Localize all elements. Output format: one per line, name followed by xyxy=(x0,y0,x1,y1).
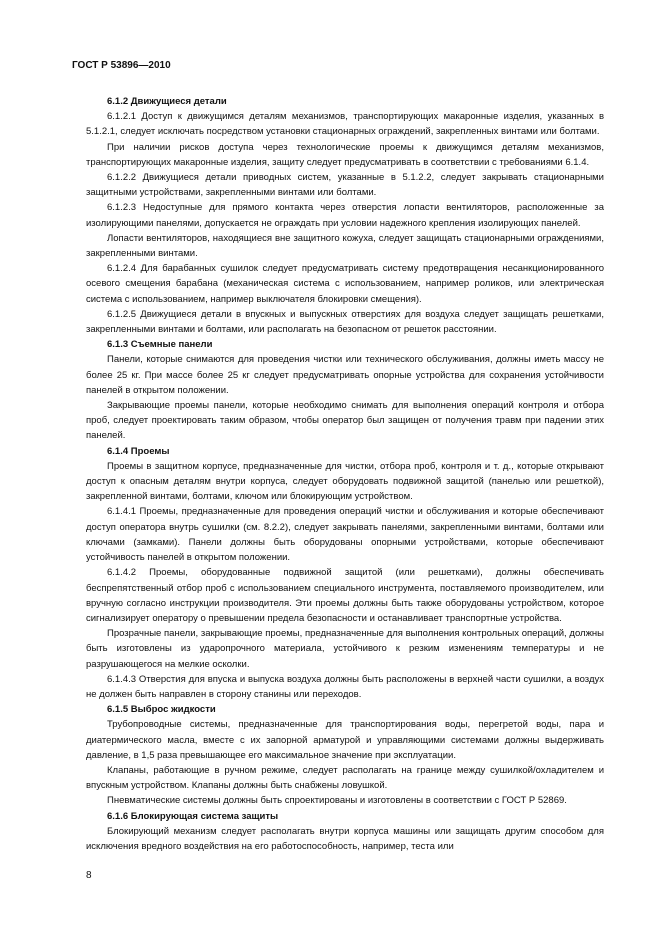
body-paragraph: 6.1.2.4 Для барабанных сушилок следует предусматривать систему предотвращения несанкционированного осевого смещения барабана (механическая система с использованием, например роликов, или электрическая система с использованием, например выключателя блокировки смещения). xyxy=(86,263,604,305)
body-paragraph: Проемы в защитном корпусе, предназначенные для чистки, отбора проб, контроля и т. д., которые открывают доступ к опасным деталям внутри корпуса, следует оборудовать подвижной защитой (панелью или решеткой), закрепленной винтами, болтами, ключом или блокирующим устройством. xyxy=(86,460,604,503)
section-heading: 6.1.6 Блокирующая система защиты xyxy=(107,810,279,822)
body-paragraph: Пневматические системы должны быть спроектированы и изготовлены в соответствии с ГОСТ Р 52869. xyxy=(107,795,567,807)
body-paragraph: Лопасти вентиляторов, находящиеся вне защитного кожуха, следует защищать стационарными ограждениями, закрепленными винтами. xyxy=(86,232,604,260)
body-paragraph: Закрывающие проемы панели, которые необходимо снимать для выполнения операций контроля и отбора проб, следует проектировать таким образом, чтобы оператор был защищен от получения травм при падении этих панелей. xyxy=(86,400,604,442)
body-paragraph: 6.1.2.2 Движущиеся детали приводных систем, указанные в 5.1.2.2, следует закрывать стационарными защитными устройствами, закрепленными винтами или болтами. xyxy=(86,172,604,199)
page-header: ГОСТ Р 53896—2010 xyxy=(72,60,171,71)
body-paragraph: При наличии рисков доступа через технологические проемы к движущимся деталям механизмов, транспортирующих макаронные изделия, защиту следует предусматривать в соответствии с требованиями 6.1.4. xyxy=(86,141,604,168)
body-paragraph: Прозрачные панели, закрывающие проемы, предназначенные для выполнения контрольных операций, должны быть изготовлены из ударопрочного материала, устойчивого к резким изменениям температуры и не разрушающегося на мелкие осколки. xyxy=(86,628,604,670)
body-paragraph: 6.1.2.1 Доступ к движущимся деталям механизмов, транспортирующих макаронные изделия, указанных в 5.1.2.1, следует исключать посредством установки стационарных ограждений, закрепленных винтами или болтами. xyxy=(86,111,604,138)
body-paragraph: Трубопроводные системы, предназначенные для транспортирования воды, перегретой воды, пара и диатермического масла, вместе с их запорной арматурой и управляющими системами должны выдерживать давление, в 1,5 раза превышающее его максимальное значение при эксплуатации. xyxy=(86,719,604,761)
body-paragraph: Блокирующий механизм следует располагать внутри корпуса машины или защищать другим способом для исключения вредного воздействия на его работоспособность, например, теста или xyxy=(86,825,604,852)
body-paragraph: Клапаны, работающие в ручном режиме, следует располагать на границе между сушилкой/охладителем и впускным устройством. Клапаны должны быть снабжены ловушкой. xyxy=(86,764,604,792)
body-paragraph: 6.1.2.5 Движущиеся детали в впускных и выпускных отверстиях для воздуха следует защищать решетками, закрепленными винтами и болтами, или располагать на безопасном от решеток расстоянии. xyxy=(86,308,604,336)
document-body xyxy=(86,94,604,854)
body-paragraph: 6.1.4.2 Проемы, оборудованные подвижной защитой (или решетками), должны обеспечивать беспрепятственный отбор проб с использованием специального инструмента, поставляемого производителем, или вручную согласно инструкции производителя. Эти проемы должны быть также оборудованы устройством, которое сигнализирует оператору о превышении предела безопасности и останавливает транспортные устройства. xyxy=(86,567,604,624)
section-heading: 6.1.4 Проемы xyxy=(107,445,170,457)
page-number: 8 xyxy=(86,870,92,881)
body-paragraph: 6.1.2.3 Недоступные для прямого контакта через отверстия лопасти вентиляторов, расположенные за изолирующими панелями, допускается не ограждать при условии надежного крепления изолирующих панелей. xyxy=(86,202,604,229)
section-heading: 6.1.3 Съемные панели xyxy=(107,339,213,351)
body-paragraph: Панели, которые снимаются для проведения чистки или технического обслуживания, должны иметь массу не более 25 кг. При массе более 25 кг следует предусматривать опорные устройства для сохранения устойчивости панелей в открытом положении. xyxy=(86,354,604,396)
section-heading: 6.1.2 Движущиеся детали xyxy=(107,96,227,107)
body-paragraph: 6.1.4.1 Проемы, предназначенные для проведения операций чистки и обслуживания и которые обеспечивают доступ оператора внутрь сушилки (см. 8.2.2), следует закрывать панелями, закрепленными винтами, болтами или ключами (замками). Панели должны быть оборудованы опорными устройствами, которые обеспечивают устойчивость панелей в открытом положении. xyxy=(86,506,604,564)
body-paragraph: 6.1.4.3 Отверстия для впуска и выпуска воздуха должны быть расположены в верхней части сушилки, а воздух не должен быть направлен в сторону станины или переходов. xyxy=(86,673,604,700)
section-heading: 6.1.5 Выброс жидкости xyxy=(107,704,216,716)
